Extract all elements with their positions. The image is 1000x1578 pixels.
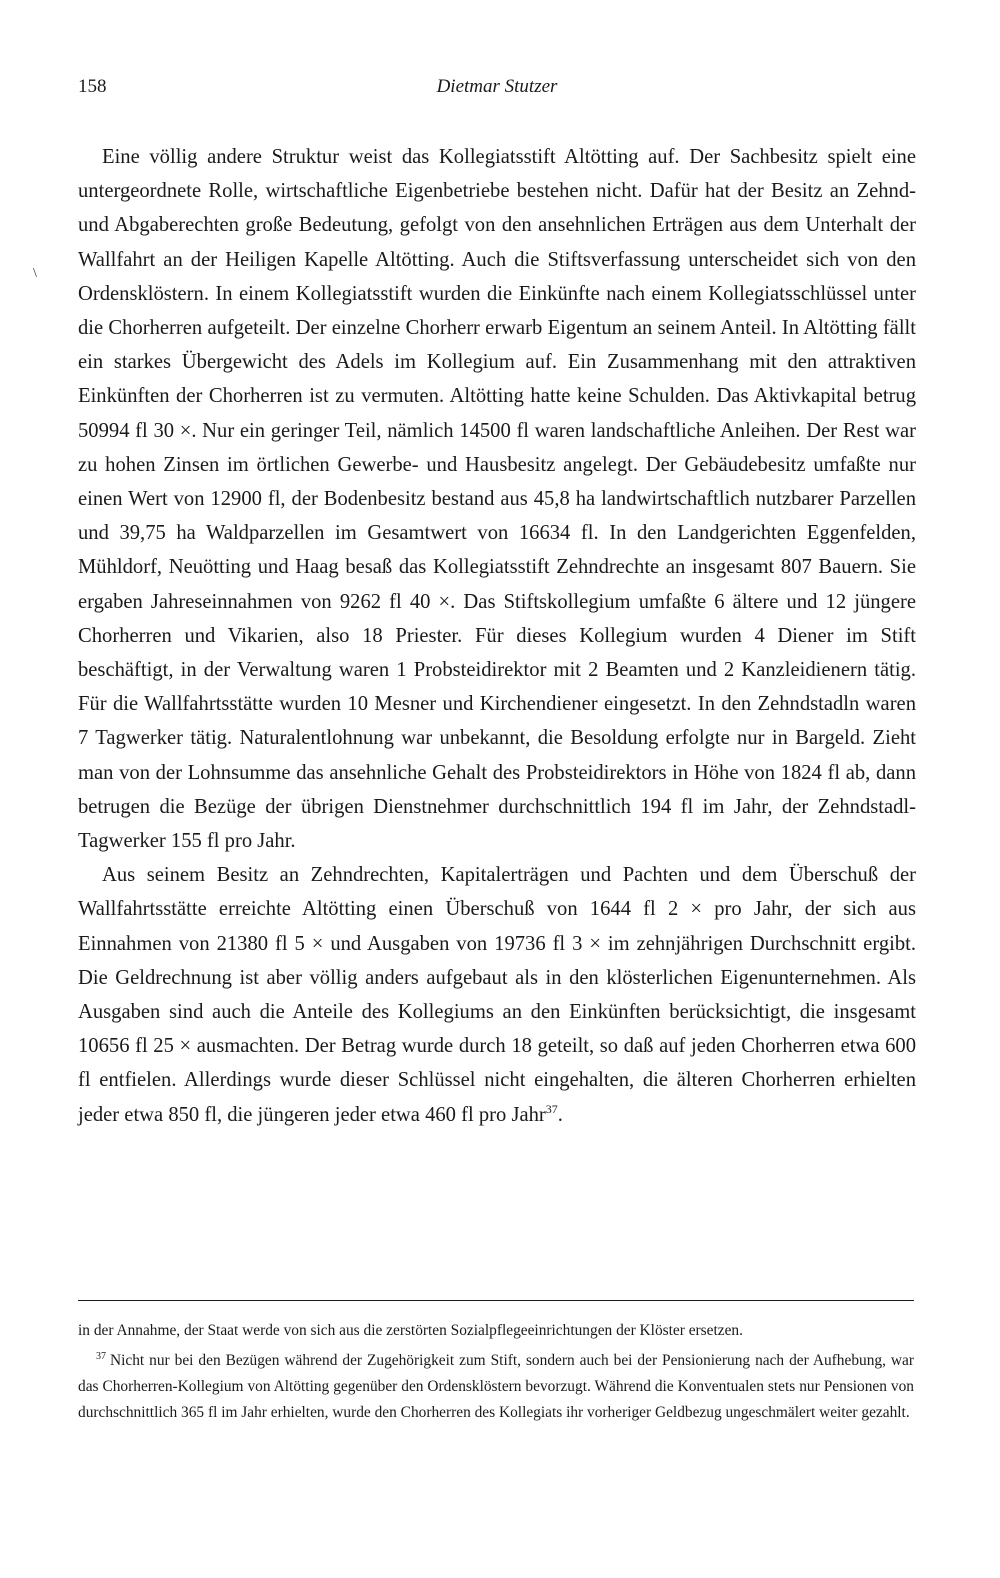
- footnote-divider: [78, 1300, 914, 1301]
- body-text: [78, 140, 916, 1132]
- paragraph-text: Aus seinem Besitz an Zehndrechten, Kapitalerträgen und Pachten und dem Überschuß der Wallfahrtsstätte erreichte Altötting einen Überschuß von 1644 fl 2 × pro Jahr, der sich aus Einnahmen von 21380 fl 5 × und Ausgaben von 19736 fl 3 × im zehnjährigen Durchschnitt ergibt. Die Geldrechnung ist aber völlig anders aufgebaut als in den klösterlichen Eigenunternehmen. Als Ausgaben sind auch die Anteile des Kollegiums an den Einkünften berücksichtigt, die insgesamt 10656 fl 25 × ausmachten. Der Betrag wurde durch 18 geteilt, so daß auf jeden Chorherren etwa 600 fl entfielen. Allerdings wurde dieser Schlüssel nicht eingehalten, die älteren Chorherren erhielten jeder etwa 850 fl, die jüngeren jeder etwa 460 fl pro Jahr: [78, 864, 916, 1126]
- footnote-37: [78, 1348, 914, 1426]
- footnote-continued-text: in der Annahme, der Staat werde von sich aus die zerstörten Sozialpflegeeinrichtungen der Klöster ersetzen.: [78, 1322, 743, 1339]
- paragraph-end: .: [557, 1103, 563, 1126]
- page-number: 158: [78, 76, 107, 97]
- running-head: [78, 76, 916, 106]
- running-title: Dietmar Stutzer: [436, 76, 558, 97]
- footnote-reference[interactable]: 37: [545, 1101, 558, 1116]
- footnotes: [78, 1318, 914, 1426]
- footnote-continued: [78, 1318, 914, 1344]
- footnote-text: Nicht nur bei den Bezügen während der Zugehörigkeit zum Stift, sondern auch bei der Pensionierung nach der Aufhebung, war das Chorherren-Kollegium von Altötting gegenüber den Ordensklöstern bevorzugt. Während die Konventualen stets nur Pensionen von durchschnittlich 365 fl im Jahr erhielten, wurde den Chorherren des Kollegiats ihr vorheriger Geldbezug ungeschmälert weiter gezahlt.: [78, 1352, 914, 1421]
- paragraph-text: Eine völlig andere Struktur weist das Kollegiatsstift Altötting auf. Der Sachbesitz spielt eine untergeordnete Rolle, wirtschaftliche Eigenbetriebe bestehen nicht. Dafür hat der Besitz an Zehnd- und Abgaberechten große Bedeutung, gefolgt von den ansehnlichen Erträgen aus dem Unterhalt der Wallfahrt an der Heiligen Kapelle Altötting. Auch die Stiftsverfassung unterscheidet sich von den Ordensklöstern. In einem Kollegiatsstift wurden die Einkünfte nach einem Kollegiatsschlüssel unter die Chorherren aufgeteilt. Der einzelne Chorherr erwarb Eigentum an seinem Anteil. In Altötting fällt ein starkes Übergewicht des Adels im Kollegium auf. Ein Zusammenhang mit den attraktiven Einkünften der Chorherren ist zu vermuten. Altötting hatte keine Schulden. Das Aktivkapital betrug 50994 fl 30 ×. Nur ein geringer Teil, nämlich 14500 fl waren landschaftliche Anleihen. Der Rest war zu hohen Zinsen im örtlichen Gewerbe- und Hausbesitz angelegt. Der Gebäudebesitz umfaßte nur einen Wert von 12900 fl, der Bodenbesitz bestand aus 45,8 ha landwirtschaftlich nutzbarer Parzellen und 39,75 ha Waldparzellen im Gesamtwert von 16634 fl. In den Landgerichten Eggenfelden, Mühldorf, Neuötting und Haag besaß das Kollegiatsstift Zehndrechte an insgesamt 807 Bauern. Sie ergaben Jahreseinnahmen von 9262 fl 40 ×. Das Stiftskollegium umfaßte 6 ältere und 12 jüngere Chorherren und Vikarien, also 18 Priester. Für dieses Kollegium wurden 4 Diener im Stift beschäftigt, in der Verwaltung waren 1 Probsteidirektor mit 2 Beamten und 2 Kanzleidienern tätig. Für die Wallfahrtsstätte wurden 10 Mesner und Kirchendiener eingesetzt. In den Zehndstadln waren 7 Tagwerker tätig. Naturalentlohnung war unbekannt, die Besoldung erfolgte nur in Bargeld. Zieht man von der Lohnsumme das ansehnliche Gehalt des Probsteidirektors in Höhe von 1824 fl ab, dann betrugen die Bezüge der übrigen Dienstnehmer durchschnittlich 194 fl im Jahr, der Zehndstadl-Tagwerker 155 fl pro Jahr.: [78, 146, 916, 853]
- footnote-mark: 37: [96, 1350, 106, 1362]
- margin-mark: \: [33, 266, 37, 281]
- paragraph: [78, 858, 916, 1132]
- paragraph: [78, 140, 916, 858]
